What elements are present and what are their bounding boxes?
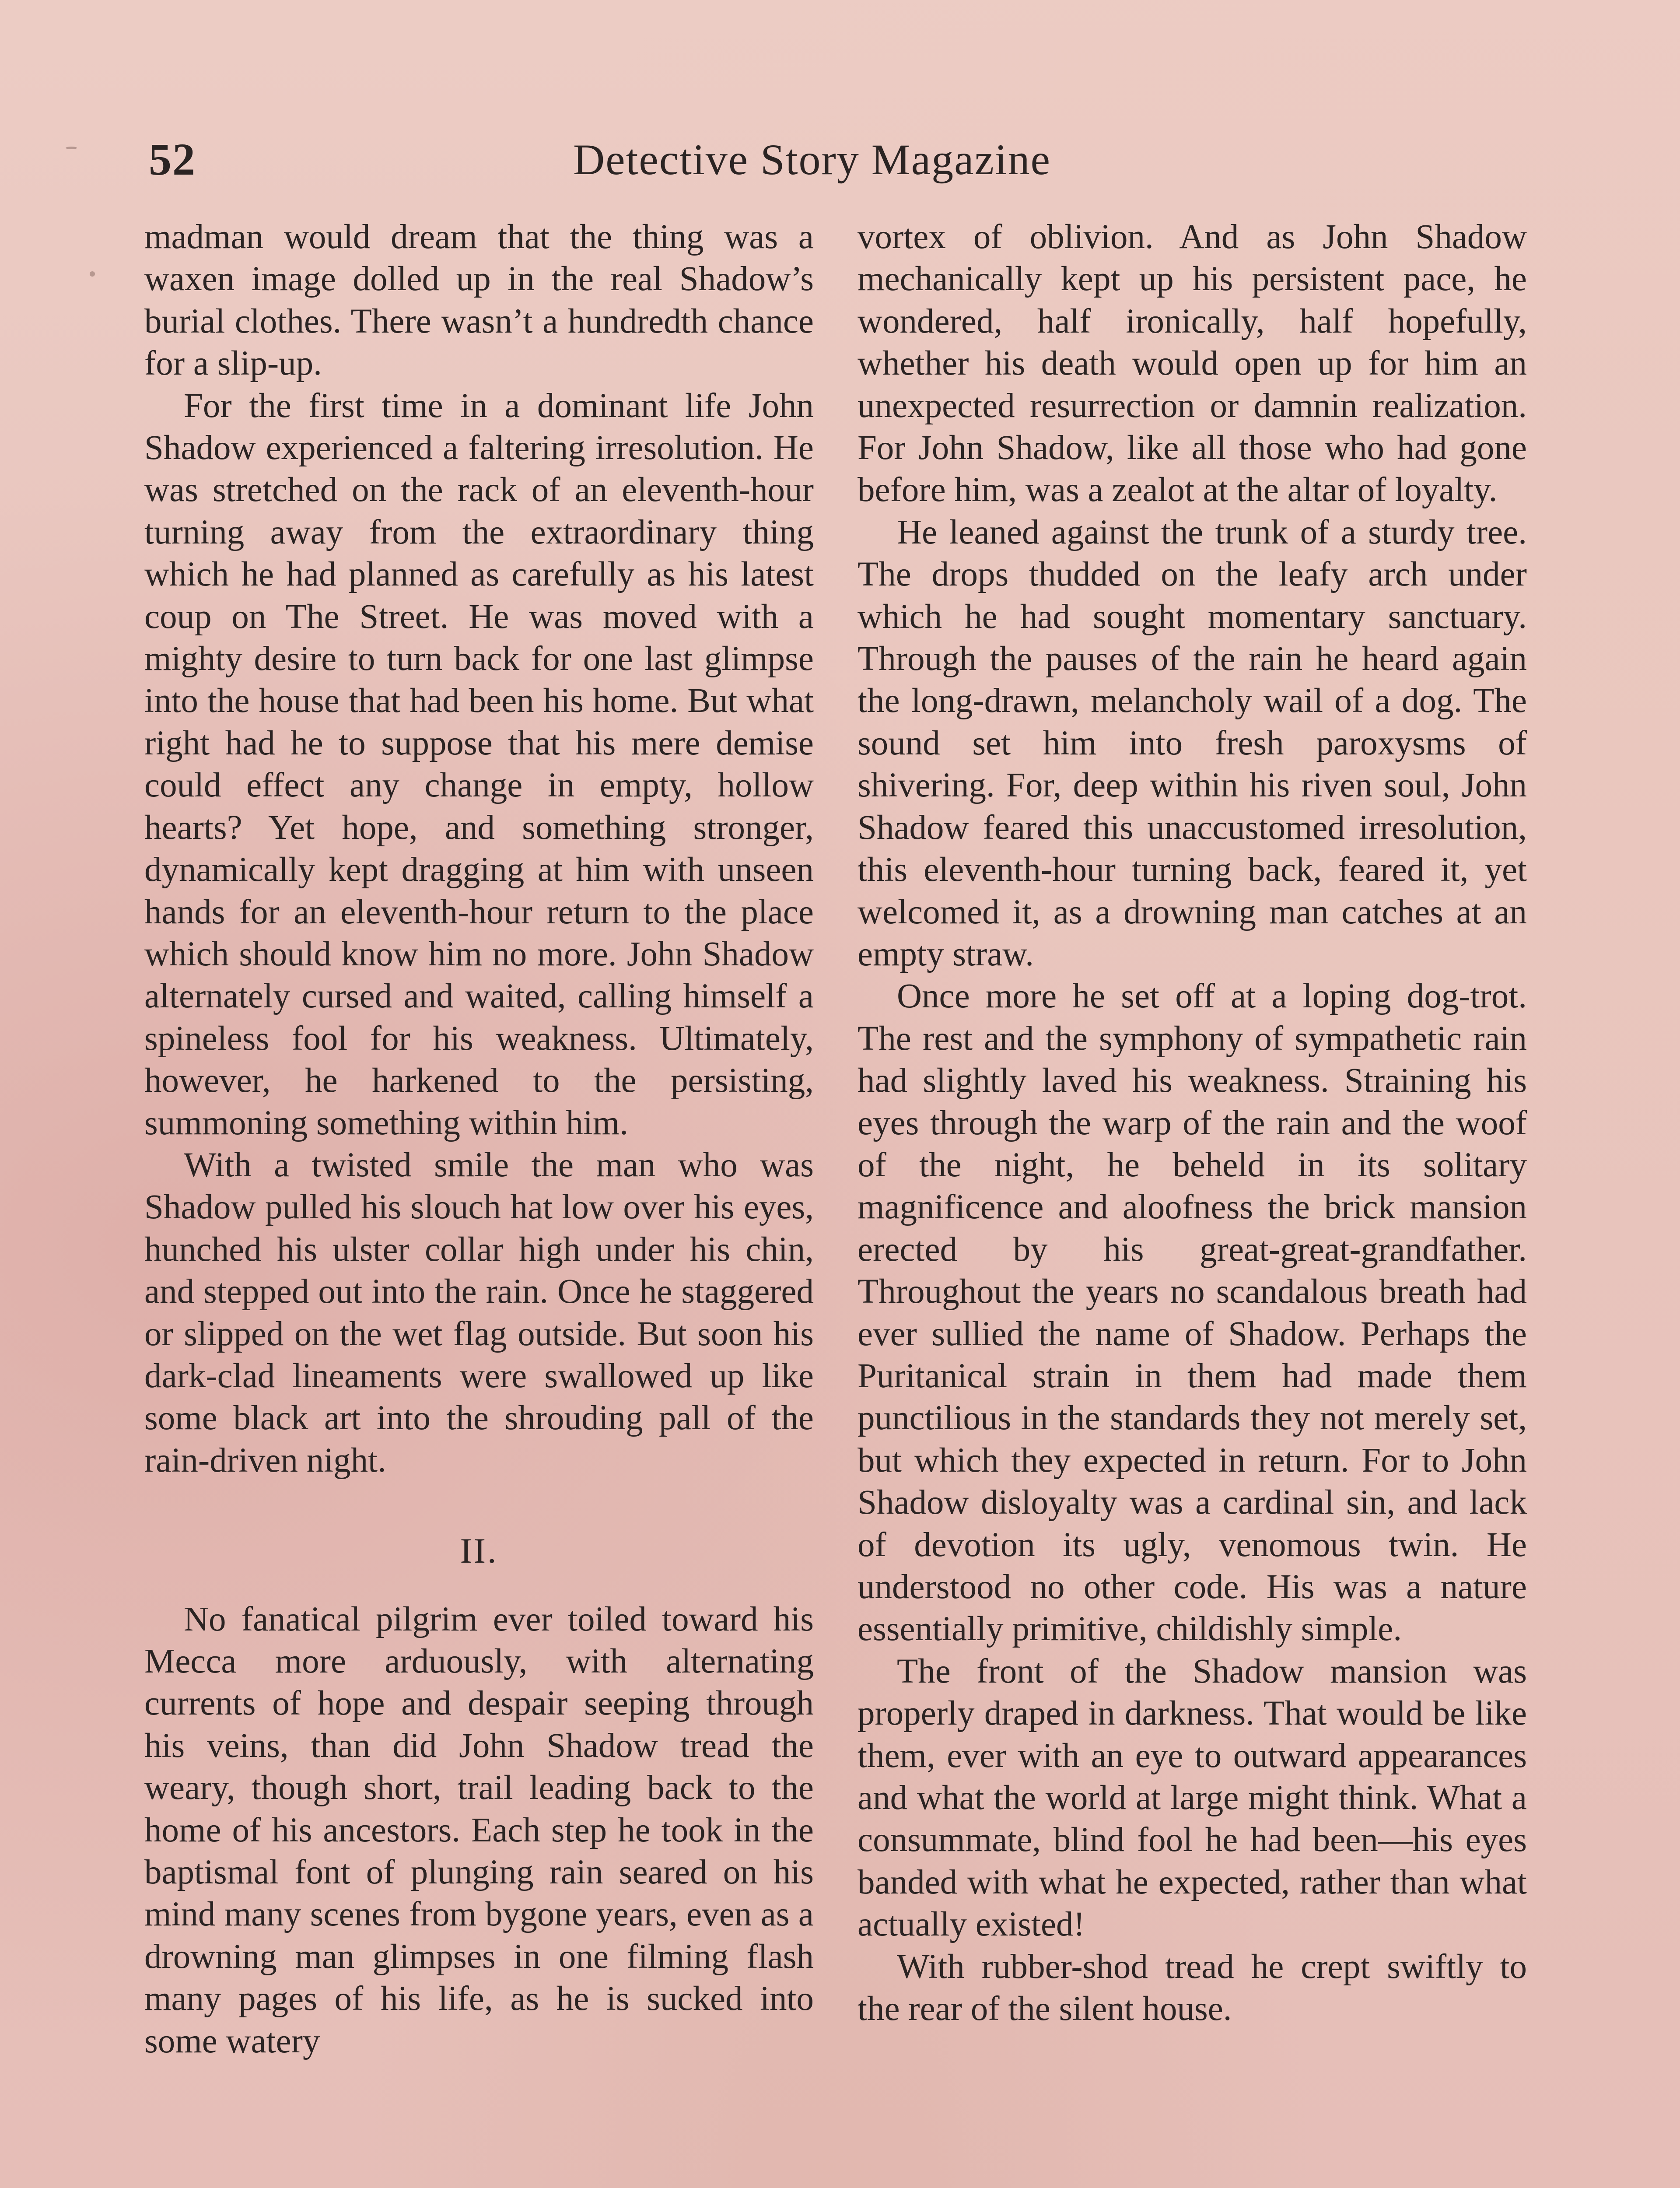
right-column: [858, 216, 1527, 2030]
paragraph: With rubber-shod tread he crept swiftly to the rear of the silent house.: [858, 1947, 1527, 2028]
running-title: Detective Story Magazine: [573, 135, 1051, 184]
paragraph: He leaned against the trunk of a sturdy tree. The drops thudded on the leafy arch under which he had sought momentary sanctuary. Through the pauses of the rain he heard again the long-drawn, melancholy wail of a dog. The sound set him into fresh paroxysms of shivering. For, deep within his riven soul, John Shadow feared this unaccustomed irresolution, this eleventh-hour turning back, feared it, yet welcomed it, as a drowning man catches at an empty straw.: [858, 513, 1527, 973]
left-column: [144, 216, 814, 2062]
paragraph: With a twisted smile the man who was Shadow pulled his slouch hat low over his eyes, hunched his ulster collar high under his chin, and stepped out into the rain. Once he staggered or slipped on the wet flag outside. But soon his dark-clad lineaments were swallowed up like some black art into the shrouding pall of the rain-driven night.: [144, 1146, 814, 1480]
page-header: [144, 127, 1544, 193]
paragraph: For the first time in a dominant life John Shadow experienced a faltering irresolution. He was stretched on the rack of an eleventh-hour turning away from the extraordinary thing which he had planned as carefully as his latest coup on The Street. He was moved with a mighty desire to turn back for one last glimpse into the house that had been his home. But what right had he to suppose that his mere demise could effect any change in empty, hollow hearts? Yet hope, and something stronger, dynamically kept dragging at him with unseen hands for an eleventh-hour return to the place which should know him no more. John Shadow alternately cursed and waited, calling himself a spineless fool for his weakness. Ultimately, however, he harkened to the persisting, summoning something within him.: [144, 386, 814, 1142]
paper-speck: [66, 147, 77, 149]
paragraph: madman would dream that the thing was a waxen image dolled up in the real Shadow’s burial clothes. There wasn’t a hundredth chance for a slip-up.: [144, 218, 814, 383]
paragraph: vortex of oblivion. And as John Shadow mechanically kept up his persistent pace, he wondered, half ironically, half hopefully, whether his death would open up for him an unexpected resurrection or damnin realization. For John Shadow, like all those who had gone before him, was a zealot at the altar of loyalty.: [858, 218, 1527, 509]
paragraph: Once more he set off at a loping dog-trot. The rest and the symphony of sympathetic rain had slightly laved his weakness. Straining his eyes through the warp of the rain and the woof of the night, he beheld in its solitary magnificence and aloofness the brick mansion erected by his great-great-grandfather. Throughout the years no scandalous breath had ever sullied the name of Shadow. Perhaps the Puritanical strain in them had made them punctilious in the standards they not merely set, but which they expected in return. For to John Shadow disloyalty was a cardinal sin, and lack of devotion its ugly, venomous twin. He understood no other code. His was a nature essentially primitive, childishly simple.: [858, 977, 1527, 1648]
section-heading: II.: [460, 1531, 498, 1571]
paragraph: The front of the Shadow mansion was properly draped in darkness. That would be like them, ever with an eye to outward appearances and what the world at large might think. What a consummate, blind fool he had been—his eyes banded with what he expected, rather than what actually existed!: [858, 1652, 1527, 1944]
paper-speck: [90, 271, 95, 277]
page-number: 52: [149, 134, 196, 185]
paragraph: No fanatical pilgrim ever toiled toward his Mecca more arduously, with alternating currents of hope and despair seeping through his veins, than did John Shadow tread the weary, though short, trail leading back to the home of his ancestors. Each step he took in the baptismal font of plunging rain seared on his mind many scenes from bygone years, even as a drowning man glimpses in one filming flash many pages of his life, as he is sucked into some watery: [144, 1600, 814, 2060]
